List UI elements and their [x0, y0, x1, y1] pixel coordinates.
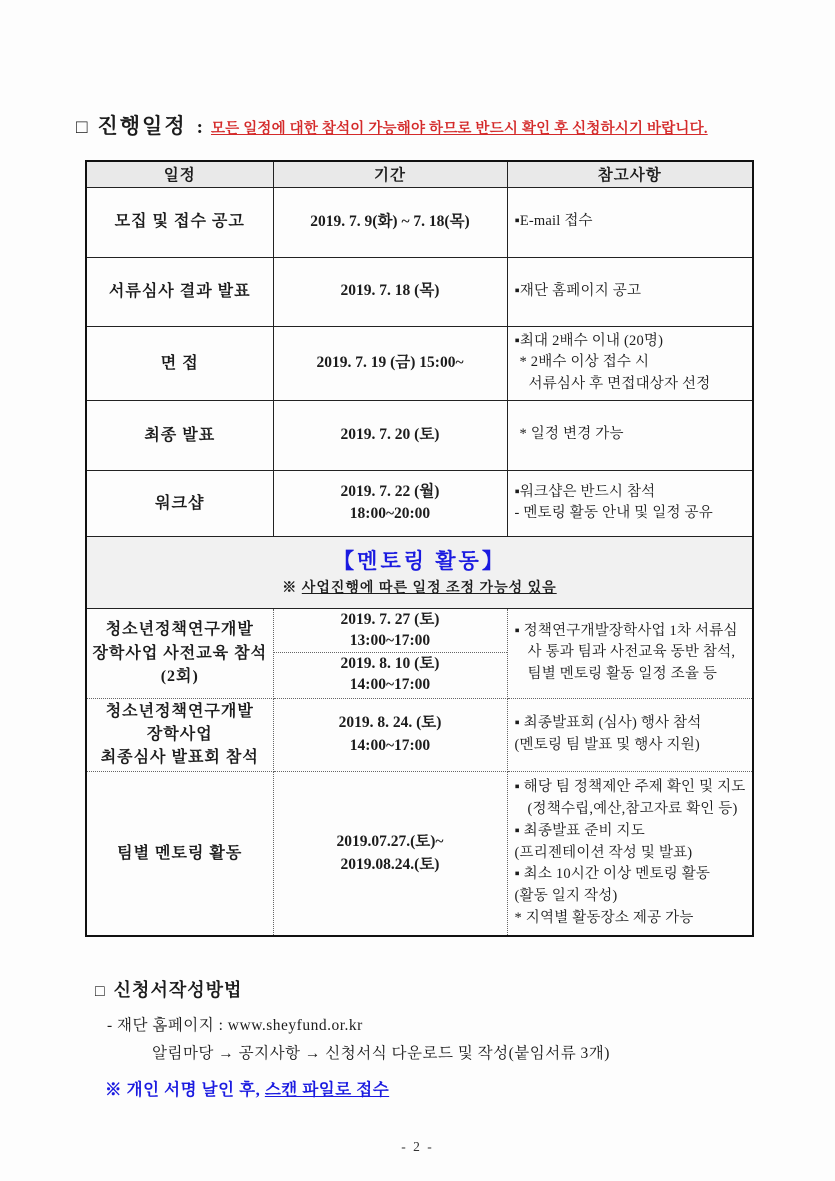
note-line: ▪ 최종발표 준비 지도: [514, 822, 645, 839]
row-name-cell: 워크샵: [86, 470, 273, 536]
period-line: 14:00~17:00: [349, 736, 431, 754]
note-line: ▪ 최종발표회 (심사) 행사 참석: [514, 715, 702, 731]
table-header-row: [86, 161, 753, 187]
period-line: 2019.07.27.(토)~: [336, 833, 444, 851]
checkbox-glyph: □: [95, 983, 105, 1000]
column-header-remarks: 참고사항: [507, 161, 753, 187]
row-period-cell: 2019. 7. 18 (목): [273, 257, 507, 326]
apply-note-underlined: 스캔 파일로 접수: [264, 1080, 390, 1099]
table-row: [86, 608, 753, 698]
apply-section-title: [95, 976, 242, 1002]
apply-note: [105, 1076, 389, 1100]
note-line: ▪ 정책연구개발장학사업 1차 서류심사 통과 팀과 사전교육 동반 참석, 팀별 멘토링 활동 일정 조율 등: [514, 622, 738, 683]
row-period-cell: 2019. 7. 20 (토): [273, 400, 507, 470]
mentoring-note: [87, 577, 752, 597]
apply-note-text: 개인 서명 날인 후,: [126, 1080, 265, 1099]
note-line: ▪ 해당 팀 정책제안 주제 확인 및 지도(정책수립,예산,참고자료 확인 등): [514, 779, 746, 818]
period-line: 14:00~17:00: [349, 676, 431, 694]
period-line: 2019. 7. 22 (월): [340, 482, 440, 500]
note-line: ▪E-mail 접수: [514, 213, 593, 230]
name-line: (2회): [160, 667, 199, 685]
reference-mark: ※: [282, 581, 302, 597]
period-line: 18:00~20:00: [349, 505, 431, 523]
table-row: [86, 771, 753, 936]
period-line: 2019. 8. 10 (토): [340, 655, 440, 673]
period-slot-2: [274, 653, 507, 697]
row-period-cell: 2019. 7. 19 (금) 15:00~: [273, 326, 507, 400]
period-line: 2019.08.24.(토): [340, 855, 440, 873]
row-period-cell: [273, 470, 507, 536]
period-line: 13:00~17:00: [349, 631, 431, 649]
note-line: ▪최대 2배수 이내 (20명): [514, 332, 664, 349]
table-row: [86, 400, 753, 470]
column-header-period: 기간: [273, 161, 507, 187]
page-number: - 2 -: [401, 1139, 434, 1154]
apply-title-text: 신청서작성방법: [113, 980, 243, 1000]
mentoring-note-text: 사업진행에 따른 일정 조정 가능성 있음: [301, 581, 557, 597]
row-name-cell: 최종 발표: [86, 400, 273, 470]
table-row: [86, 257, 753, 326]
row-name-cell: 면 접: [86, 326, 273, 400]
note-line: (프리젠테이션 작성 및 발표): [514, 844, 693, 861]
row-notes-cell: [507, 257, 753, 326]
mentoring-header-cell: [86, 536, 753, 608]
column-header-schedule: 일정: [86, 161, 273, 187]
row-notes-cell: [507, 698, 753, 771]
row-name-cell: [86, 698, 273, 771]
row-notes-cell: [507, 608, 753, 698]
period-line: 2019. 7. 27 (토): [340, 610, 440, 628]
row-name-cell: 서류심사 결과 발표: [86, 257, 273, 326]
name-line: 장학사업: [146, 726, 213, 744]
menu-path-line: 알림마당 → 공지사항 → 신청서식 다운로드 및 작성(붙임서류 3개): [152, 1045, 610, 1062]
section-title-text: 진행일정: [97, 114, 187, 138]
note-line: 서류심사 후 면접대상자 선정: [528, 376, 711, 392]
row-notes-cell: [507, 470, 753, 536]
mentoring-header-row: [86, 536, 753, 608]
row-notes-cell: [507, 400, 753, 470]
period-line: 2019. 8. 24. (토): [338, 714, 442, 732]
row-notes-cell: [507, 771, 753, 936]
schedule-section-title: [76, 110, 806, 140]
name-line: 청소년정책연구개발: [105, 702, 254, 720]
reference-mark: ※: [105, 1080, 127, 1099]
row-name-cell: 팀별 멘토링 활동: [86, 771, 273, 936]
row-name-cell: 모집 및 접수 공고: [86, 187, 273, 257]
table-row: [86, 698, 753, 771]
checkbox-glyph: □: [76, 117, 88, 138]
name-line: 최종심사 발표회 참석: [100, 749, 259, 767]
row-notes-cell: [507, 326, 753, 400]
schedule-warning-text: 모든 일정에 대한 참석이 가능해야 하므로 반드시 확인 후 신청하시기 바랍니다.: [210, 121, 708, 137]
period-slot-1: [274, 609, 507, 653]
schedule-table: [85, 160, 754, 937]
name-line: 청소년정책연구개발: [105, 621, 254, 639]
row-name-cell: [86, 608, 273, 698]
row-notes-cell: [507, 187, 753, 257]
note-line: ▪재단 홈페이지 공고: [514, 282, 642, 299]
homepage-line: - 재단 홈페이지 : www.sheyfund.or.kr: [107, 1017, 363, 1034]
row-period-cell: [273, 698, 507, 771]
note-line: ▪워크샵은 반드시 참석: [514, 483, 656, 500]
title-separator: :: [196, 117, 203, 138]
note-line: * 일정 변경 가능: [519, 426, 624, 443]
note-line: * 2배수 이상 접수 시: [519, 354, 650, 371]
mentoring-title: 【멘토링 활동】: [333, 549, 506, 574]
row-period-cell: [273, 771, 507, 936]
note-line: (활동 일지 작성): [514, 888, 618, 905]
table-row: [86, 187, 753, 257]
row-period-cell: [273, 608, 507, 698]
note-line: (멘토링 팀 발표 및 행사 지원): [514, 736, 700, 753]
row-period-cell: 2019. 7. 9(화) ~ 7. 18(목): [273, 187, 507, 257]
table-row: [86, 470, 753, 536]
table-row: [86, 326, 753, 400]
note-line: * 지역별 활동장소 제공 가능: [514, 909, 694, 926]
name-line: 장학사업 사전교육 참석: [92, 644, 268, 662]
note-line: ▪ 최소 10시간 이상 멘토링 활동: [514, 866, 711, 883]
note-line: - 멘토링 활동 안내 및 일정 공유: [514, 505, 713, 522]
